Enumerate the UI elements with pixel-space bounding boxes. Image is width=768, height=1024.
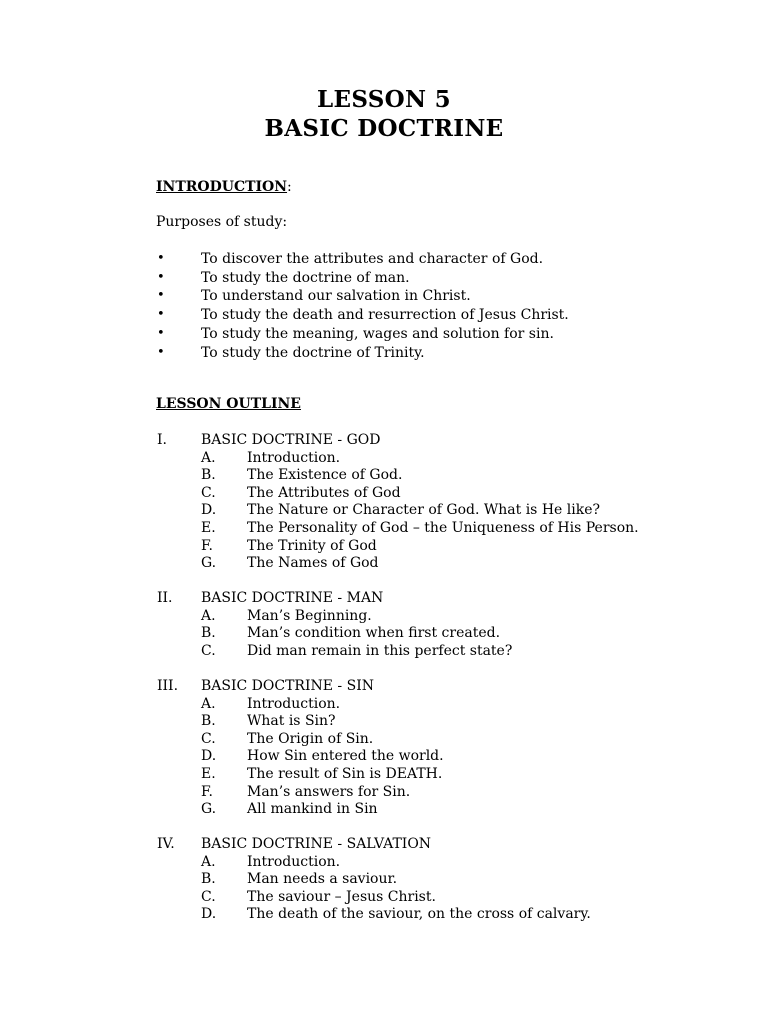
item-text: The Nature or Character of God. What is He like? — [247, 502, 600, 519]
item-text: The Names of God — [247, 555, 379, 572]
bullet-glyph: • — [157, 344, 165, 360]
outline-item — [0, 607, 768, 625]
item-text: Man’s condition when first created. — [247, 625, 501, 642]
section-numeral: III. — [157, 678, 179, 694]
bullet-glyph: • — [157, 269, 165, 285]
item-letter: B. — [201, 467, 216, 484]
item-letter: F. — [201, 537, 213, 554]
outline-item — [0, 783, 768, 801]
outline-section-heading — [0, 589, 768, 607]
outline-item — [0, 554, 768, 572]
section-title: BASIC DOCTRINE - MAN — [201, 590, 384, 606]
item-letter: C. — [201, 888, 216, 905]
section-title: BASIC DOCTRINE - SALVATION — [201, 836, 432, 852]
outline-item — [0, 905, 768, 923]
item-letter: D. — [201, 906, 217, 923]
purpose-item — [0, 269, 768, 287]
outline-item — [0, 800, 768, 818]
bullet-glyph: • — [157, 307, 165, 323]
item-letter: E. — [201, 520, 216, 536]
outline-item — [0, 888, 768, 906]
outline-item — [0, 449, 768, 467]
item-letter: A. — [201, 449, 216, 466]
outline-item — [0, 537, 768, 555]
introduction-heading: INTRODUCTION — [156, 179, 288, 195]
outline-item — [0, 870, 768, 888]
item-text: Did man remain in this perfect state? — [247, 642, 513, 659]
purpose-text: To understand our salvation in Christ. — [201, 288, 471, 305]
item-letter: C. — [201, 730, 216, 747]
item-text: The result of Sin is DEATH. — [247, 766, 443, 782]
outline-item — [0, 642, 768, 660]
item-text: The saviour – Jesus Christ. — [247, 888, 436, 905]
item-text: Man’s Beginning. — [247, 607, 372, 624]
item-text: The death of the saviour, on the cross of calvary. — [247, 906, 591, 923]
introduction-colon: : — [287, 179, 292, 195]
purpose-text: To study the doctrine of Trinity. — [201, 344, 425, 361]
section-title: BASIC DOCTRINE - SIN — [201, 678, 374, 694]
purposes-label: Purposes of study: — [156, 214, 288, 230]
purpose-item — [0, 287, 768, 305]
purpose-item — [0, 306, 768, 324]
item-text: Introduction. — [247, 449, 341, 466]
lesson-subject-title: BASIC DOCTRINE — [264, 115, 504, 142]
section-numeral: IV. — [157, 836, 175, 852]
outline-section-heading — [0, 431, 768, 449]
lesson-outline-heading: LESSON OUTLINE — [156, 396, 301, 412]
purpose-text: To study the meaning, wages and solution for sin. — [201, 325, 554, 342]
outline-section-heading — [0, 677, 768, 695]
purpose-text: To study the doctrine of man. — [201, 269, 410, 286]
item-letter: C. — [201, 642, 216, 659]
introduction-heading-block — [156, 179, 292, 196]
outline-item — [0, 730, 768, 748]
purpose-text: To discover the attributes and character of God. — [201, 251, 544, 267]
outline-item — [0, 747, 768, 765]
item-text: Introduction. — [247, 695, 341, 712]
item-letter: F. — [201, 783, 213, 800]
outline-item — [0, 501, 768, 519]
item-letter: G. — [201, 555, 217, 572]
outline-item — [0, 519, 768, 537]
item-text: How Sin entered the world. — [247, 748, 444, 765]
section-numeral: I. — [157, 432, 167, 448]
item-letter: B. — [201, 713, 216, 730]
bullet-glyph: • — [157, 251, 165, 266]
purpose-item — [0, 344, 768, 362]
item-text: The Personality of God – the Uniqueness of His Person. — [247, 520, 639, 536]
outline-item — [0, 624, 768, 642]
item-letter: B. — [201, 871, 216, 888]
outline-item — [0, 853, 768, 871]
outline-item — [0, 765, 768, 783]
bullet-glyph: • — [157, 325, 165, 341]
item-letter: G. — [201, 801, 217, 818]
item-text: Man needs a saviour. — [247, 871, 398, 888]
outline-section-heading — [0, 835, 768, 853]
item-letter: E. — [201, 766, 216, 782]
item-letter: A. — [201, 853, 216, 870]
outline-item — [0, 484, 768, 502]
outline-item — [0, 695, 768, 713]
bullet-glyph: • — [157, 288, 165, 304]
lesson-number-title: LESSON 5 — [317, 86, 451, 113]
item-text: The Trinity of God — [247, 537, 377, 554]
item-text: Introduction. — [247, 853, 341, 870]
item-letter: D. — [201, 748, 217, 765]
item-letter: B. — [201, 625, 216, 642]
item-letter: A. — [201, 607, 216, 624]
section-title: BASIC DOCTRINE - GOD — [201, 432, 381, 448]
outline-item — [0, 466, 768, 484]
purpose-item — [0, 325, 768, 343]
purpose-text: To study the death and resurrection of Jesus Christ. — [201, 307, 569, 324]
item-text: The Origin of Sin. — [247, 730, 374, 747]
item-text: All mankind in Sin — [247, 801, 378, 818]
outline-item — [0, 712, 768, 730]
section-numeral: II. — [157, 590, 173, 606]
item-text: The Existence of God. — [247, 467, 403, 484]
item-text: Man’s answers for Sin. — [247, 783, 411, 800]
item-letter: A. — [201, 695, 216, 712]
item-letter: D. — [201, 502, 217, 519]
purpose-item — [0, 250, 768, 268]
item-text: The Attributes of God — [247, 484, 401, 501]
item-text: What is Sin? — [247, 713, 336, 730]
item-letter: C. — [201, 484, 216, 501]
